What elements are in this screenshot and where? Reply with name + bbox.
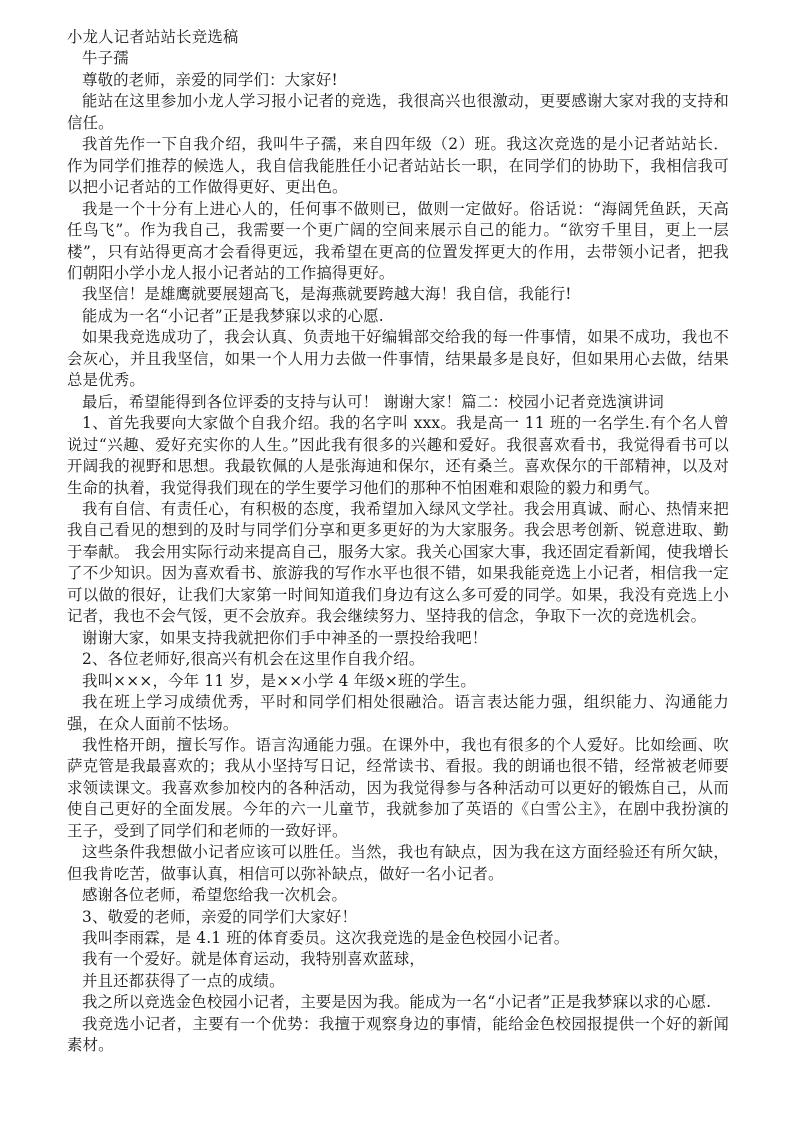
paragraph: 能站在这里参加小龙人学习报小记者的竞选，我很高兴也很激动，更要感谢大家对我的支持和信任。 xyxy=(67,92,729,132)
paragraph: 我是一个十分有上进心人的，任何事不做则已，做则一定做好。俗话说：“海阔凭鱼跃，天高任鸟飞”。作为我自己，我需要一个更广阔的空间来展示自己的能力。“欲穷千里目，更上一层楼”，只有站得更高才会看得更远，我希望在更高的位置发挥更大的作用，去带领小记者，把我们朝阳小学小龙人报小记者站的工作搞得更好。 xyxy=(67,199,729,282)
paragraph: 能成为一名“小记者”正是我梦寐以求的心愿. xyxy=(82,306,384,325)
document-page xyxy=(67,27,729,1057)
paragraph: 我叫李雨霖，是 4.1 班的体育委员。这次我竞选的是金色校园小记者。 xyxy=(82,929,570,948)
paragraph: 谢谢大家，如果支持我就把你们手中神圣的一票投给我吧！ xyxy=(82,628,488,647)
author-name: 牛子孺 xyxy=(82,49,129,68)
paragraph: 1、首先我要向大家做个自我介绍。我的名字叫 xxx。我是高一 11 班的一名学生.有个名人曾说过“兴趣、爱好充实你的人生。”因此我有很多的兴趣和爱好。我很喜欢看书，我觉得看书可以开阔我的视野和思想。我最钦佩的人是张海迪和保尔，还有桑兰。喜欢保尔的干部精神，以及对生命的执着，我觉得我们现在的学生要学习他们的那种不怕困难和艰险的毅力和勇气。 xyxy=(67,414,729,497)
paragraph: 我竞选小记者，主要有一个优势：我擅于观察身边的事情，能给金色校园报提供一个好的新闻素材。 xyxy=(67,1014,729,1055)
paragraph: 我叫×××，今年 11 岁，是××小学 4 年级×班的学生。 xyxy=(82,671,476,690)
paragraph: 我首先作一下自我介绍，我叫牛子孺，来自四年级（2）班。我这次竞选的是小记者站站长．作为同学们推荐的候选人，我自信我能胜任小记者站站长一职，在同学们的协助下，我相信我可以把小记者站的工作做得更好、更出色。 xyxy=(67,135,729,197)
section-heading: 3、敬爱的老师，亲爱的同学们大家好！ xyxy=(82,907,358,926)
paragraph: 尊敬的老师，亲爱的同学们：大家好! xyxy=(82,70,338,89)
paragraph: 这些条件我想做小记者应该可以胜任。当然，我也有缺点，因为我在这方面经验还有所欠缺，但我肯吃苦，做事认真，相信可以弥补缺点，做好一名小记者。 xyxy=(67,843,729,883)
paragraph: 感谢各位老师，希望您给我一次机会。 xyxy=(82,886,348,905)
document-title: 小龙人记者站站长竞选稿 xyxy=(67,28,239,46)
paragraph: 我性格开朗，擅长写作。语言沟通能力强。在课外中，我也有很多的个人爱好。比如绘画、吹萨克管是我最喜欢的；我从小坚持写日记，经常读书、看报。我的朗诵也很不错，经常被老师要求领读课文。我喜欢参加校内的各种活动，因为我觉得参与各种活动可以更好的锻炼自己，从而使自己更好的全面发展。今年的六一儿童节，我就参加了英语的《白雪公主》，在剧中我扮演的王子，受到了同学们和老师的一致好评。 xyxy=(67,735,729,840)
paragraph: 我之所以竞选金色校园小记者，主要是因为我。能成为一名“小记者”正是我梦寐以求的心愿. xyxy=(82,993,712,1012)
paragraph: 最后，希望能得到各位评委的支持与认可！ 谢谢大家！篇二：校园小记者竞选演讲词 xyxy=(82,392,664,411)
section-heading: 2、各位老师好,很高兴有机会在这里作自我介绍。 xyxy=(82,650,425,669)
paragraph: 并且还都获得了一点的成绩。 xyxy=(82,971,285,990)
paragraph: 我有自信、有责任心，有积极的态度，我希望加入绿风文学社。我会用真诚、耐心、热情来把我自己看见的想到的及时与同学们分享和更多更好的为大家服务。我会思考创新、锐意进取、勤于奉献。 我会用实际行动来提高自己，服务大家。我关心国家大事，我还固定看新闻，使我增长了不少知识。因为喜欢看书、旅游我的写作水平也很不错，如果我能竞选上小记者，相信我一定可以做的很好，让我们大家第一时间知道我们身边有这么多可爱的同学。如果，我没有竞选上小记者，我也不会气馁，更不会放弃。我会继续努力、坚持我的信念，争取下一次的竞选机会。 xyxy=(67,499,729,626)
paragraph: 我有一个爱好。就是体育运动，我特别喜欢蓝球， xyxy=(82,950,425,969)
paragraph: 我坚信！是雄鹰就要展翅高飞，是海燕就要跨越大海！我自信，我能行! xyxy=(82,285,572,304)
paragraph: 我在班上学习成绩优秀，平时和同学们相处很融洽。语言表达能力强，组织能力、沟通能力强，在众人面前不怯场。 xyxy=(67,693,729,733)
paragraph: 如果我竞选成功了，我会认真、负责地干好编辑部交给我的每一件事情，如果不成功，我也不会灰心，并且我坚信，如果一个人用力去做一件事情，结果最多是良好，但如果用心去做，结果总是优秀。 xyxy=(67,328,729,390)
